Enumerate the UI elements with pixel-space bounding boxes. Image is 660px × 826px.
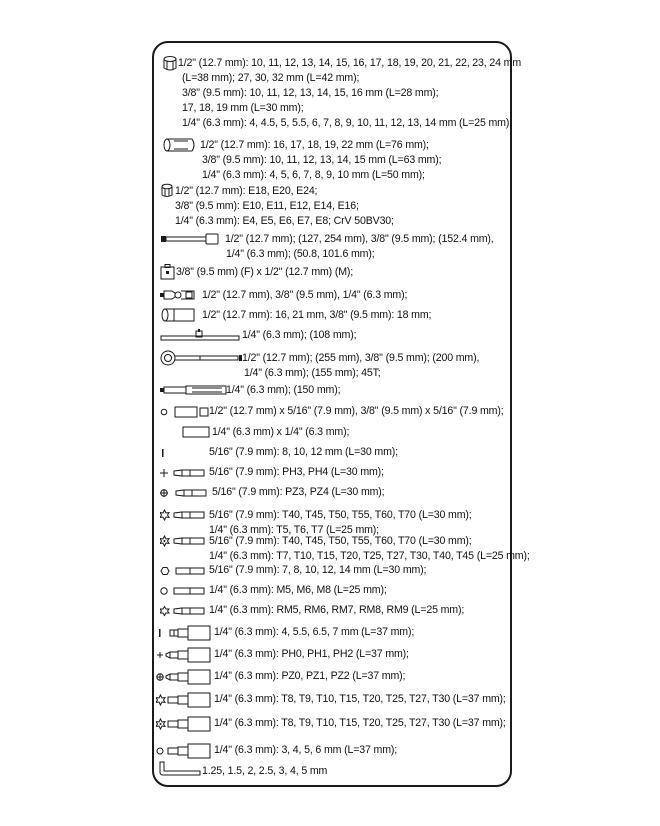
spec-line: 1/2" (12.7 mm), 3/8" (9.5 mm), 1/4" (6.3 mm); — [202, 289, 408, 301]
spec-line: 1/4" (6.3 mm); (50.8, 101.6 mm); — [226, 248, 375, 260]
spec-line: 1/2" (12.7 mm): E18, E20, E24; — [175, 185, 318, 197]
spec-line: 5/16" (7.9 mm): 7, 8, 10, 12, 14 mm (L=30 mm); — [209, 564, 427, 576]
spec-line: 5/16" (7.9 mm): 8, 10, 12 mm (L=30 mm); — [209, 446, 398, 458]
universal-joint-icon — [160, 287, 198, 303]
spec-line: 5/16" (7.9 mm): PH3, PH4 (L=30 mm); — [209, 466, 384, 478]
spec-line: 1/4" (6.3 mm): 4, 5.5, 6.5, 7 mm (L=37 mm); — [214, 626, 415, 638]
torx-socket-bit-icon — [156, 692, 212, 708]
spec-line: 1/4" (6.3 mm): M5, M6, M8 (L=25 mm); — [209, 584, 387, 596]
hex-key-icon — [158, 761, 202, 777]
hex-bit-icon — [160, 565, 208, 577]
adapter-icon — [160, 264, 176, 280]
e-torx-socket-icon — [160, 183, 174, 199]
spec-line: 1/4" (6.3 mm); (108 mm); — [242, 329, 357, 341]
spec-line: 1/4" (6.3 mm): PH0, PH1, PH2 (L=37 mm); — [214, 648, 409, 660]
deep-socket-icon — [162, 137, 198, 153]
screwdriver-handle-icon — [160, 385, 228, 395]
spec-line: 1.25, 1.5, 2, 2.5, 3, 4, 5 mm — [202, 765, 328, 777]
bit-holder-icon — [160, 405, 210, 419]
torx-bit-icon — [160, 509, 208, 521]
bit-adapter-icon — [182, 425, 212, 439]
sliding-t-bar-icon — [160, 329, 242, 343]
extension-bar-icon — [160, 233, 220, 245]
spline-bit-icon — [160, 585, 208, 597]
pozidriv-socket-bit-icon — [156, 669, 212, 685]
spec-line: 1/4" (6.3 mm): 3, 4, 5, 6 mm (L=37 mm); — [214, 744, 398, 756]
spec-line: 3/8" (9.5 mm): E10, E11, E12, E14, E16; — [175, 200, 359, 212]
slotted-socket-bit-icon — [156, 625, 212, 641]
ribe-bit-icon — [160, 605, 208, 617]
spec-line: 5/16" (7.9 mm): PZ3, PZ4 (L=30 mm); — [212, 486, 385, 498]
spec-line: 1/4" (6.3 mm): 4, 4.5, 5, 5.5, 6, 7, 8, 9, 10, 11, 12, 13, 14 mm (L=25 mm); — [182, 117, 513, 129]
spec-line: 1/4" (6.3 mm): T5, T6, T7 (L=25 mm); — [209, 524, 379, 536]
spec-line: 1/2" (12.7 mm): 16, 21 mm, 3/8" (9.5 mm): 18 mm; — [202, 309, 432, 321]
phillips-bit-icon — [160, 467, 208, 479]
spec-line: (L=38 mm); 27, 30, 32 mm (L=42 mm); — [182, 72, 360, 84]
spec-line: 1/2" (12.7 mm); (255 mm), 3/8" (9.5 mm); (200 mm), — [242, 352, 480, 364]
spec-line: 17, 18, 19 mm (L=30 mm); — [182, 102, 304, 114]
spec-line: 5/16" (7.9 mm): T40, T45, T50, T55, T60, T70 (L=30 mm); — [209, 509, 472, 521]
spark-plug-socket-icon — [160, 307, 198, 323]
short-socket-icon — [162, 55, 178, 73]
spec-line: 1/4" (6.3 mm) x 1/4" (6.3 mm); — [212, 426, 350, 438]
spec-line: 1/4" (6.3 mm): RM5, RM6, RM7, RM8, RM9 (L=25 mm); — [209, 604, 465, 616]
spec-line: 1/4" (6.3 mm): T7, T10, T15, T20, T25, T27, T30, T40, T45 (L=25 mm); — [209, 550, 530, 562]
spec-line: 1/4" (6.3 mm): PZ0, PZ1, PZ2 (L=37 mm); — [214, 670, 406, 682]
phillips-socket-bit-icon — [156, 647, 212, 663]
spec-line: 1/2" (12.7 mm); (127, 254 mm), 3/8" (9.5 mm); (152.4 mm), — [225, 233, 494, 245]
pozidriv-bit-icon — [160, 487, 212, 499]
tamper-torx-bit-icon — [160, 535, 208, 547]
spec-line: 1/4" (6.3 mm); (150 mm); — [226, 384, 341, 396]
spec-line: 1/4" (6.3 mm): 4, 5, 6, 7, 8, 9, 10 mm (L=50 mm); — [202, 169, 425, 181]
spec-line: 3/8" (9.5 mm): 10, 11, 12, 13, 14, 15, 16 mm (L=28 mm); — [182, 87, 439, 99]
ratchet-icon — [160, 350, 244, 366]
spec-line: 3/8" (9.5 mm): 10, 11, 12, 13, 14, 15 mm (L=63 mm); — [202, 154, 442, 166]
hex-socket-bit-icon — [156, 743, 212, 759]
spec-line: 1/4" (6.3 mm): T8, T9, T10, T15, T20, T25, T27, T30 (L=37 mm); — [214, 693, 506, 705]
tamper-torx-socket-bit-icon — [156, 716, 212, 732]
spec-line: 3/8" (9.5 mm) (F) x 1/2" (12.7 mm) (M); — [176, 266, 354, 278]
tool-set-contents-panel — [152, 41, 530, 787]
spec-line: 1/4" (6.3 mm); (155 mm); 45T; — [244, 367, 381, 379]
spec-line: 1/2" (12.7 mm): 16, 17, 18, 19, 22 mm (L=76 mm); — [200, 139, 429, 151]
spec-line: 1/2" (12.7 mm) x 5/16" (7.9 mm), 3/8" (9.5 mm) x 5/16" (7.9 mm); — [209, 405, 504, 417]
spec-line: 5/16" (7.9 mm): T40, T45, T50, T55, T60, T70 (L=30 mm); — [209, 535, 472, 547]
spec-line: 1/4" (6.3 mm): T8, T9, T10, T15, T20, T25, T27, T30 (L=37 mm); — [214, 717, 506, 729]
spec-line: 1/4" (6.3 mm): E4, E5, E6, E7, E8; CrV 50BV30; — [175, 215, 394, 227]
slotted-bit-icon — [160, 447, 208, 459]
spec-line: 1/2" (12.7 mm): 10, 11, 12, 13, 14, 15, 16, 17, 18, 19, 20, 21, 22, 23, 24 mm — [178, 57, 522, 69]
